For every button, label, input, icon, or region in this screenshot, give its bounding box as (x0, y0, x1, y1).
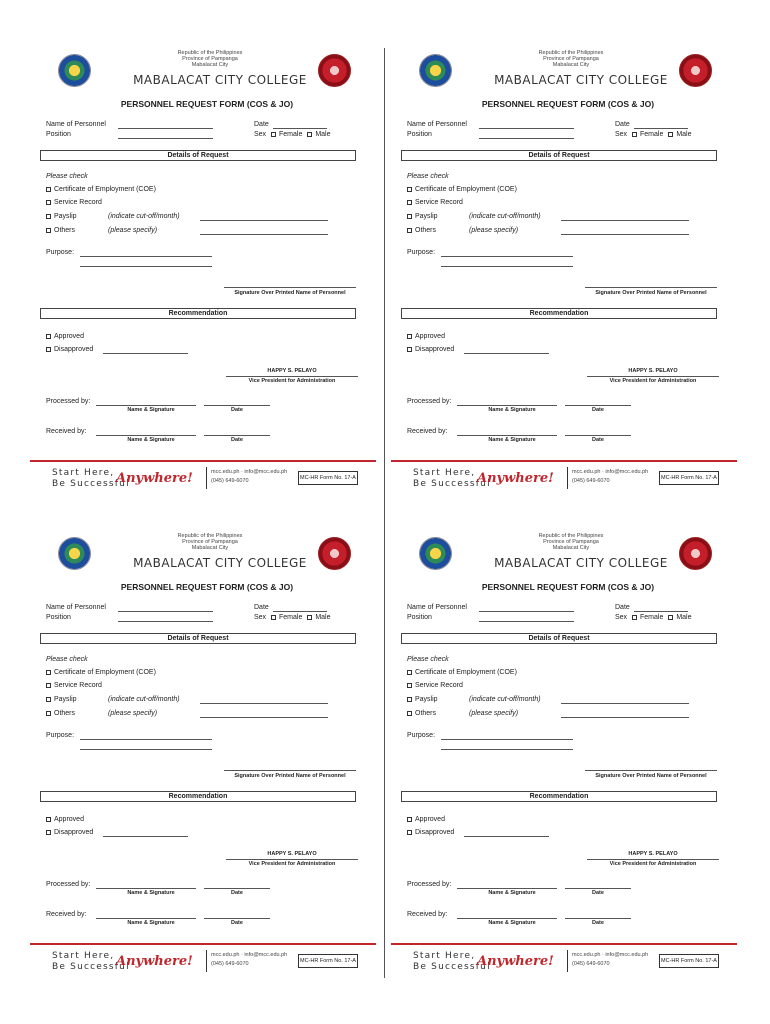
footer-web-email: mcc.edu.ph · info@mcc.edu.ph (211, 952, 288, 958)
college-name: MABALACAT CITY COLLEGE (494, 73, 668, 87)
coe-checkbox[interactable] (46, 187, 51, 192)
received-by-date-field[interactable] (204, 435, 270, 436)
others-option (46, 710, 75, 717)
college-name: MABALACAT CITY COLLEGE (133, 73, 307, 87)
processed-by-name-field[interactable] (96, 888, 196, 889)
processed-by-label: Processed by: (407, 398, 452, 405)
header-province: Province of Pampanga (543, 539, 599, 545)
slogan-line2: Be Successful (52, 962, 130, 972)
service-record-label: Service Record (54, 199, 102, 206)
position-field[interactable] (118, 138, 213, 139)
name-field[interactable] (479, 611, 574, 612)
received-by-name-field[interactable] (96, 435, 196, 436)
purpose-field-line1[interactable] (441, 256, 573, 257)
purpose-field-line2[interactable] (441, 266, 573, 267)
others-checkbox[interactable] (46, 711, 51, 716)
footer-email: info@mcc.edu.ph (244, 469, 288, 475)
footer-email: info@mcc.edu.ph (605, 952, 649, 958)
coe-label: Certificate of Employment (COE) (415, 186, 517, 193)
approved-option (407, 816, 445, 823)
disapproved-reason-field[interactable] (103, 836, 188, 837)
male-checkbox[interactable] (668, 615, 673, 620)
coe-label: Certificate of Employment (COE) (54, 669, 156, 676)
received-by-date-field[interactable] (565, 435, 631, 436)
name-label: Name of Personnel (46, 604, 106, 611)
coe-label: Certificate of Employment (COE) (415, 669, 517, 676)
female-checkbox[interactable] (632, 132, 637, 137)
service-record-checkbox[interactable] (407, 683, 412, 688)
payslip-checkbox[interactable] (46, 214, 51, 219)
purpose-label: Purpose: (46, 732, 75, 739)
personnel-signature-label: Signature Over Printed Name of Personnel (595, 290, 707, 296)
disapproved-option (407, 346, 454, 353)
processed-date-label: Date (231, 890, 243, 896)
others-option (407, 227, 436, 234)
male-label: Male (315, 614, 331, 621)
footer-divider (567, 950, 568, 972)
approved-option (407, 333, 445, 340)
processed-name-signature-label: Name & Signature (127, 890, 175, 896)
date-label: Date (615, 604, 630, 611)
approved-checkbox[interactable] (46, 817, 51, 822)
others-note: (please specify) (469, 710, 519, 717)
date-label: Date (254, 121, 269, 128)
payslip-note: (indicate cut-off/month) (469, 696, 541, 703)
slogan-line1: Start Here, (413, 951, 476, 961)
received-date-label: Date (231, 437, 243, 443)
coe-checkbox[interactable] (407, 187, 412, 192)
disapproved-checkbox[interactable] (46, 830, 51, 835)
processed-by-name-field[interactable] (96, 405, 196, 406)
others-note: (please specify) (469, 227, 519, 234)
header-province: Province of Pampanga (543, 56, 599, 62)
header-republic: Republic of the Philippines (177, 533, 243, 539)
received-by-name-field[interactable] (457, 918, 557, 919)
details-heading: Details of Request (40, 633, 356, 644)
details-heading: Details of Request (40, 150, 356, 161)
processed-by-date-field[interactable] (565, 888, 631, 889)
female-checkbox[interactable] (271, 132, 276, 137)
payslip-checkbox[interactable] (46, 697, 51, 702)
disapproved-option (46, 346, 93, 353)
others-checkbox[interactable] (46, 228, 51, 233)
service-record-label: Service Record (54, 682, 102, 689)
slogan-line1: Start Here, (52, 951, 115, 961)
received-by-date-field[interactable] (204, 918, 270, 919)
cut-line (384, 48, 385, 978)
position-field[interactable] (479, 621, 574, 622)
processed-name-signature-label: Name & Signature (488, 407, 536, 413)
coe-option (46, 669, 156, 676)
form-copy-top-left (30, 47, 384, 495)
name-label: Name of Personnel (407, 604, 467, 611)
received-by-label: Received by: (46, 428, 87, 435)
recommendation-heading: Recommendation (40, 308, 356, 319)
slogan-line1: Start Here, (52, 468, 115, 478)
sex-label: Sex (615, 614, 628, 621)
received-by-label: Received by: (407, 428, 448, 435)
disapproved-option (407, 829, 454, 836)
header-province: Province of Pampanga (182, 539, 238, 545)
sex-row (615, 131, 692, 138)
disapproved-option (46, 829, 93, 836)
payslip-label: Payslip (415, 696, 438, 703)
please-check-label: Please check (407, 656, 449, 663)
coe-checkbox[interactable] (46, 670, 51, 675)
processed-by-name-field[interactable] (457, 888, 557, 889)
processed-by-name-field[interactable] (457, 405, 557, 406)
disapproved-label: Disapproved (415, 346, 455, 353)
sex-label: Sex (254, 614, 267, 621)
slogan-accent: Anywhere! (116, 471, 193, 486)
date-field[interactable] (273, 128, 327, 129)
signatory-line (226, 859, 358, 860)
payslip-option (407, 696, 438, 703)
disapproved-label: Disapproved (415, 829, 455, 836)
slogan-accent: Anywhere! (116, 954, 193, 969)
purpose-field-line1[interactable] (80, 739, 212, 740)
name-field[interactable] (118, 611, 213, 612)
details-heading: Details of Request (401, 150, 717, 161)
footer-website: mcc.edu.ph (211, 952, 240, 958)
others-label: Others (415, 710, 437, 717)
purpose-label: Purpose: (46, 249, 75, 256)
details-heading: Details of Request (401, 633, 717, 644)
approved-label: Approved (54, 816, 84, 823)
received-date-label: Date (592, 437, 604, 443)
header-city: Mabalacat City (191, 545, 229, 551)
signatory-title: Vice President for Administration (609, 378, 697, 384)
slogan-line1: Start Here, (413, 468, 476, 478)
female-label: Female (279, 614, 303, 621)
signatory-name: HAPPY S. PELAYO (628, 368, 678, 374)
signatory-line (587, 859, 719, 860)
processed-by-date-field[interactable] (204, 888, 270, 889)
footer-accent-bar (391, 943, 737, 945)
header-republic: Republic of the Philippines (538, 50, 604, 56)
received-date-label: Date (231, 920, 243, 926)
slogan-accent: Anywhere! (477, 471, 554, 486)
purpose-label: Purpose: (407, 249, 436, 256)
received-name-signature-label: Name & Signature (127, 437, 175, 443)
recommendation-heading: Recommendation (401, 308, 717, 319)
male-label: Male (315, 131, 331, 138)
date-field[interactable] (634, 611, 688, 612)
purpose-field-line1[interactable] (441, 739, 573, 740)
header-province: Province of Pampanga (182, 56, 238, 62)
service-record-option (46, 682, 102, 689)
coe-option (407, 669, 517, 676)
payslip-note: (indicate cut-off/month) (469, 213, 541, 220)
payslip-checkbox[interactable] (407, 214, 412, 219)
slogan-line2: Be Successful (413, 479, 491, 489)
slogan-line2: Be Successful (413, 962, 491, 972)
service-record-label: Service Record (415, 682, 463, 689)
others-field[interactable] (561, 717, 689, 718)
form-title: PERSONNEL REQUEST FORM (COS & JO) (481, 99, 655, 109)
service-record-option (407, 682, 463, 689)
female-label: Female (640, 614, 664, 621)
others-note: (please specify) (108, 710, 158, 717)
received-name-signature-label: Name & Signature (127, 920, 175, 926)
sex-row (254, 131, 331, 138)
slogan-accent: Anywhere! (477, 954, 554, 969)
male-label: Male (676, 614, 692, 621)
coe-label: Certificate of Employment (COE) (54, 186, 156, 193)
processed-by-date-field[interactable] (565, 405, 631, 406)
processed-by-label: Processed by: (407, 881, 452, 888)
purpose-field-line1[interactable] (80, 256, 212, 257)
processed-name-signature-label: Name & Signature (127, 407, 175, 413)
college-seal-logo (58, 54, 91, 87)
approved-checkbox[interactable] (407, 817, 412, 822)
footer-divider (206, 467, 207, 489)
payslip-field[interactable] (200, 703, 328, 704)
footer-phone: (045) 649-6070 (572, 961, 610, 967)
recommendation-heading: Recommendation (401, 791, 717, 802)
header-city: Mabalacat City (552, 545, 590, 551)
name-label: Name of Personnel (46, 121, 106, 128)
personnel-signature-label: Signature Over Printed Name of Personnel (595, 773, 707, 779)
disapproved-label: Disapproved (54, 346, 94, 353)
signatory-line (587, 376, 719, 377)
header-city: Mabalacat City (552, 62, 590, 68)
payslip-note: (indicate cut-off/month) (108, 213, 180, 220)
coe-option (407, 186, 517, 193)
header-city: Mabalacat City (191, 62, 229, 68)
signatory-name: HAPPY S. PELAYO (267, 851, 317, 857)
signatory-name: HAPPY S. PELAYO (267, 368, 317, 374)
payslip-label: Payslip (415, 213, 438, 220)
signatory-line (226, 376, 358, 377)
approved-option (46, 816, 84, 823)
female-checkbox[interactable] (271, 615, 276, 620)
footer-divider (567, 467, 568, 489)
footer-email: info@mcc.edu.ph (244, 952, 288, 958)
footer-phone: (045) 649-6070 (572, 478, 610, 484)
footer-website: mcc.edu.ph (572, 952, 601, 958)
service-record-option (407, 199, 463, 206)
payslip-option (407, 213, 438, 220)
received-name-signature-label: Name & Signature (488, 920, 536, 926)
position-label: Position (46, 614, 71, 621)
others-checkbox[interactable] (407, 711, 412, 716)
disapproved-checkbox[interactable] (407, 347, 412, 352)
form-title: PERSONNEL REQUEST FORM (COS & JO) (120, 99, 294, 109)
form-number: MC-HR Form No. 17-A (659, 471, 719, 485)
personnel-signature-line[interactable] (585, 770, 717, 771)
form-copy-top-right (391, 47, 745, 495)
college-name: MABALACAT CITY COLLEGE (494, 556, 668, 570)
purpose-field-line2[interactable] (441, 749, 573, 750)
female-checkbox[interactable] (632, 615, 637, 620)
slogan-line2: Be Successful (52, 479, 130, 489)
received-by-label: Received by: (407, 911, 448, 918)
personnel-signature-line[interactable] (224, 770, 356, 771)
position-label: Position (407, 131, 432, 138)
footer-web-email: mcc.edu.ph · info@mcc.edu.ph (211, 469, 288, 475)
processed-by-label: Processed by: (46, 881, 91, 888)
received-by-name-field[interactable] (96, 918, 196, 919)
sex-label: Sex (254, 131, 267, 138)
date-label: Date (615, 121, 630, 128)
coe-checkbox[interactable] (407, 670, 412, 675)
purpose-label: Purpose: (407, 732, 436, 739)
service-record-checkbox[interactable] (407, 200, 412, 205)
sex-row (615, 614, 692, 621)
please-check-label: Please check (407, 173, 449, 180)
others-field[interactable] (561, 234, 689, 235)
form-copy-bottom-left (30, 530, 384, 978)
footer-phone: (045) 649-6070 (211, 478, 249, 484)
service-record-checkbox[interactable] (46, 683, 51, 688)
others-checkbox[interactable] (407, 228, 412, 233)
date-field[interactable] (634, 128, 688, 129)
others-label: Others (54, 227, 76, 234)
service-record-checkbox[interactable] (46, 200, 51, 205)
payslip-field[interactable] (200, 220, 328, 221)
others-label: Others (54, 710, 76, 717)
position-field[interactable] (118, 621, 213, 622)
approved-checkbox[interactable] (46, 334, 51, 339)
female-label: Female (279, 131, 303, 138)
footer-website: mcc.edu.ph (572, 469, 601, 475)
signatory-title: Vice President for Administration (609, 861, 697, 867)
processed-date-label: Date (592, 407, 604, 413)
male-checkbox[interactable] (307, 615, 312, 620)
received-name-signature-label: Name & Signature (488, 437, 536, 443)
male-checkbox[interactable] (668, 132, 673, 137)
received-by-name-field[interactable] (457, 435, 557, 436)
processed-by-label: Processed by: (46, 398, 91, 405)
footer-accent-bar (30, 460, 376, 462)
please-check-label: Please check (46, 656, 88, 663)
college-seal-logo (419, 54, 452, 87)
position-label: Position (46, 131, 71, 138)
footer-web-email: mcc.edu.ph · info@mcc.edu.ph (572, 952, 649, 958)
purpose-field-line2[interactable] (80, 749, 212, 750)
approved-label: Approved (54, 333, 84, 340)
footer-divider (206, 950, 207, 972)
footer-accent-bar (391, 460, 737, 462)
name-label: Name of Personnel (407, 121, 467, 128)
others-note: (please specify) (108, 227, 158, 234)
header-republic: Republic of the Philippines (538, 533, 604, 539)
payslip-option (46, 696, 77, 703)
footer-phone: (045) 649-6070 (211, 961, 249, 967)
position-field[interactable] (479, 138, 574, 139)
signatory-title: Vice President for Administration (248, 378, 336, 384)
name-field[interactable] (118, 128, 213, 129)
coe-option (46, 186, 156, 193)
payslip-option (46, 213, 77, 220)
approved-checkbox[interactable] (407, 334, 412, 339)
form-number: MC-HR Form No. 17-A (298, 954, 358, 968)
received-date-label: Date (592, 920, 604, 926)
signatory-title: Vice President for Administration (248, 861, 336, 867)
personnel-signature-label: Signature Over Printed Name of Personnel (234, 290, 346, 296)
form-number: MC-HR Form No. 17-A (298, 471, 358, 485)
personnel-signature-label: Signature Over Printed Name of Personnel (234, 773, 346, 779)
date-label: Date (254, 604, 269, 611)
footer-accent-bar (30, 943, 376, 945)
approved-option (46, 333, 84, 340)
date-field[interactable] (273, 611, 327, 612)
processed-date-label: Date (231, 407, 243, 413)
header-republic: Republic of the Philippines (177, 50, 243, 56)
disapproved-reason-field[interactable] (103, 353, 188, 354)
disapproved-checkbox[interactable] (407, 830, 412, 835)
male-label: Male (676, 131, 692, 138)
purpose-field-line2[interactable] (80, 266, 212, 267)
name-field[interactable] (479, 128, 574, 129)
college-name: MABALACAT CITY COLLEGE (133, 556, 307, 570)
received-by-date-field[interactable] (565, 918, 631, 919)
processed-by-date-field[interactable] (204, 405, 270, 406)
others-option (46, 227, 75, 234)
payslip-label: Payslip (54, 213, 77, 220)
form-title: PERSONNEL REQUEST FORM (COS & JO) (120, 582, 294, 592)
footer-website: mcc.edu.ph (211, 469, 240, 475)
college-seal-logo (419, 537, 452, 570)
disapproved-label: Disapproved (54, 829, 94, 836)
payslip-note: (indicate cut-off/month) (108, 696, 180, 703)
footer-email: info@mcc.edu.ph (605, 469, 649, 475)
sex-row (254, 614, 331, 621)
signatory-name: HAPPY S. PELAYO (628, 851, 678, 857)
payslip-label: Payslip (54, 696, 77, 703)
female-label: Female (640, 131, 664, 138)
received-by-label: Received by: (46, 911, 87, 918)
payslip-field[interactable] (561, 220, 689, 221)
position-label: Position (407, 614, 432, 621)
approved-label: Approved (415, 333, 445, 340)
recommendation-heading: Recommendation (40, 791, 356, 802)
footer-web-email: mcc.edu.ph · info@mcc.edu.ph (572, 469, 649, 475)
payslip-checkbox[interactable] (407, 697, 412, 702)
others-option (407, 710, 436, 717)
payslip-field[interactable] (561, 703, 689, 704)
personnel-signature-line[interactable] (224, 287, 356, 288)
form-number: MC-HR Form No. 17-A (659, 954, 719, 968)
male-checkbox[interactable] (307, 132, 312, 137)
sex-label: Sex (615, 131, 628, 138)
others-field[interactable] (200, 234, 328, 235)
others-field[interactable] (200, 717, 328, 718)
service-record-label: Service Record (415, 199, 463, 206)
processed-date-label: Date (592, 890, 604, 896)
personnel-signature-line[interactable] (585, 287, 717, 288)
disapproved-reason-field[interactable] (464, 353, 549, 354)
approved-label: Approved (415, 816, 445, 823)
processed-name-signature-label: Name & Signature (488, 890, 536, 896)
disapproved-checkbox[interactable] (46, 347, 51, 352)
please-check-label: Please check (46, 173, 88, 180)
service-record-option (46, 199, 102, 206)
college-seal-logo (58, 537, 91, 570)
form-copy-bottom-right (391, 530, 745, 978)
disapproved-reason-field[interactable] (464, 836, 549, 837)
others-label: Others (415, 227, 437, 234)
form-title: PERSONNEL REQUEST FORM (COS & JO) (481, 582, 655, 592)
